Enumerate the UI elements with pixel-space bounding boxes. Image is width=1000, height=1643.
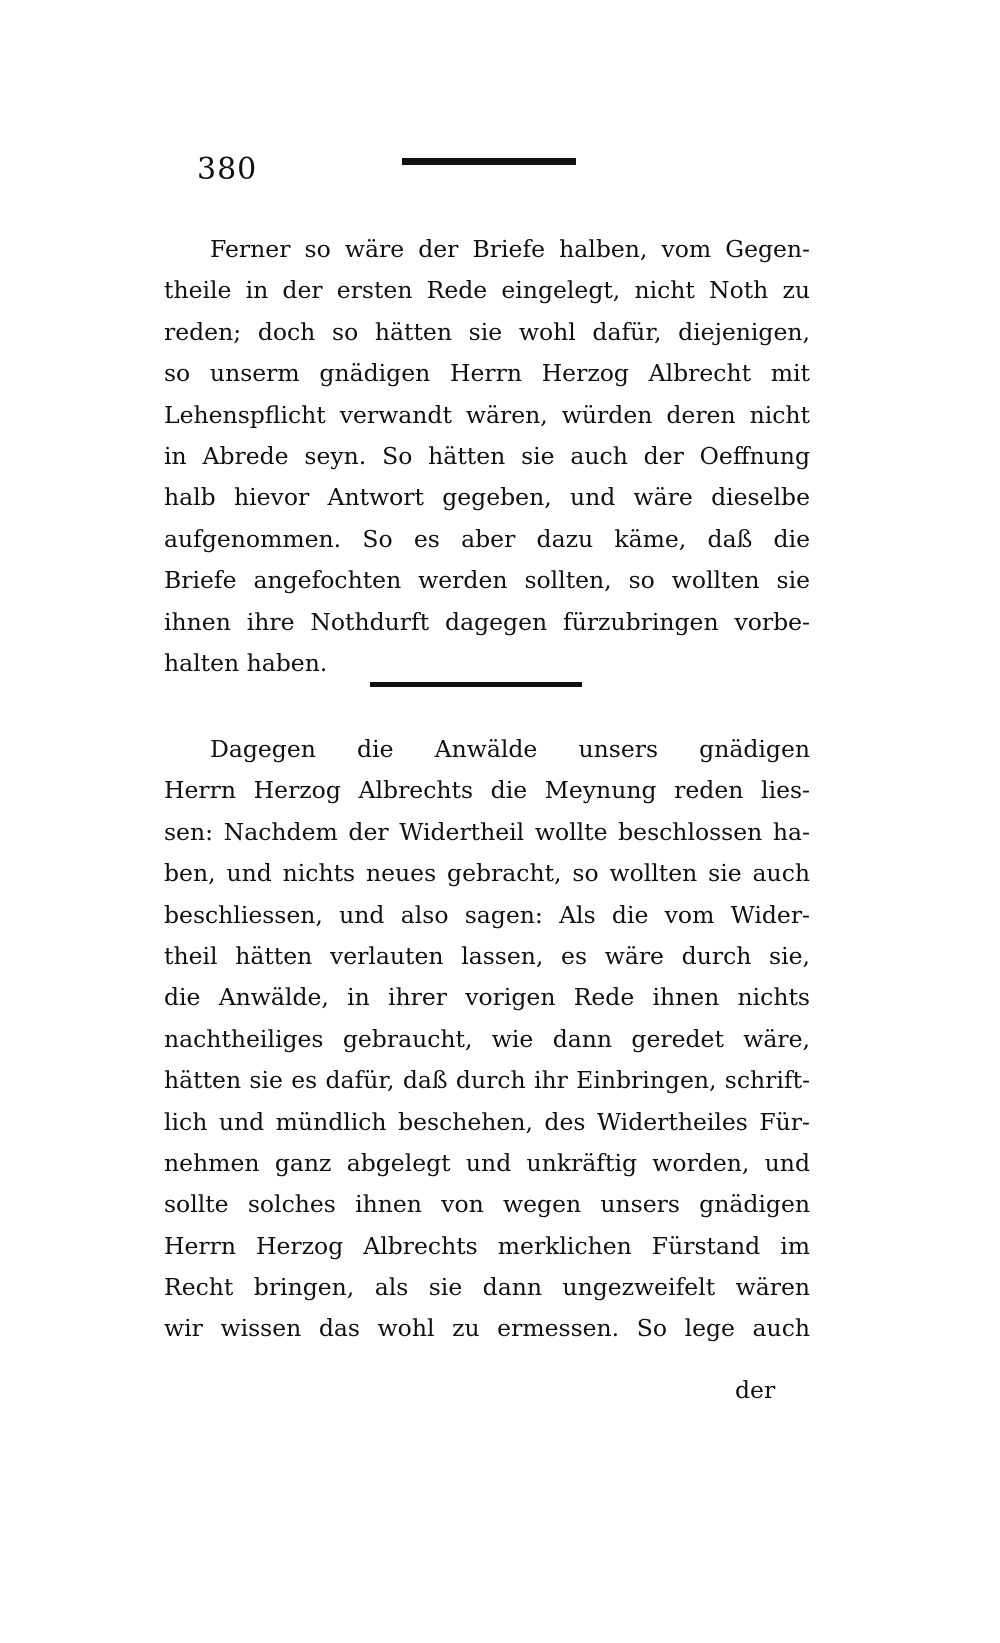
text-line: die Anwälde, in ihrer vorigen Rede ihnen nichts [164,983,810,1012]
text-line: sollte solches ihnen von wegen unsers gnädigen [164,1190,810,1219]
text-line: Herrn Herzog Albrechts die Meynung reden lies- [164,776,810,805]
text-line: halb hievor Antwort gegeben, und wäre dieselbe [164,483,810,512]
paragraph-2 [164,729,810,1350]
text-line: ihnen ihre Nothdurft dagegen fürzubringen vorbe- [164,607,810,636]
text-line: Recht bringen, als sie dann ungezweifelt wären [164,1273,810,1302]
text-line: reden; doch so hätten sie wohl dafür, diejenigen, [164,317,810,346]
text-line: Lehenspflicht verwandt wären, würden deren nicht [164,400,810,429]
header-rule [402,158,576,165]
text-line: hätten sie es dafür, daß durch ihr Einbringen, schrift- [164,1066,810,1095]
text-line: wir wissen das wohl zu ermessen. So lege auch [164,1314,810,1343]
text-line: beschliessen, und also sagen: Als die vom Wider- [164,900,810,929]
text-line: in Abrede seyn. So hätten sie auch der Oeffnung [164,441,810,470]
text-line: nachtheiliges gebraucht, wie dann geredet wäre, [164,1024,810,1053]
section-divider [370,682,582,687]
text-line: Herrn Herzog Albrechts merklichen Fürstand im [164,1231,810,1260]
text-line: Ferner so wäre der Briefe halben, vom Gegen- [210,235,810,263]
text-line: lich und mündlich beschehen, des Widertheiles Für- [164,1107,810,1136]
paragraph-1 [164,229,810,684]
text-line: aufgenommen. So es aber dazu käme, daß die [164,524,810,553]
text-line: halten haben. [164,648,328,677]
text-line: nehmen ganz abgelegt und unkräftig worden, und [164,1148,810,1177]
text-line: Dagegen die Anwälde unsers gnädigen [210,735,810,763]
text-line: theile in der ersten Rede eingelegt, nicht Noth zu [164,276,810,305]
text-line: ben, und nichts neues gebracht, so wollten sie auch [164,859,810,888]
text-line: Briefe angefochten werden sollten, so wollten sie [164,566,810,595]
text-line: so unserm gnädigen Herrn Herzog Albrecht mit [164,359,810,388]
text-line: theil hätten verlauten lassen, es wäre durch sie, [164,941,810,970]
catchword: der [735,1376,776,1404]
text-line: sen: Nachdem der Widertheil wollte beschlossen ha- [164,817,810,846]
page-number: 380 [197,152,258,187]
